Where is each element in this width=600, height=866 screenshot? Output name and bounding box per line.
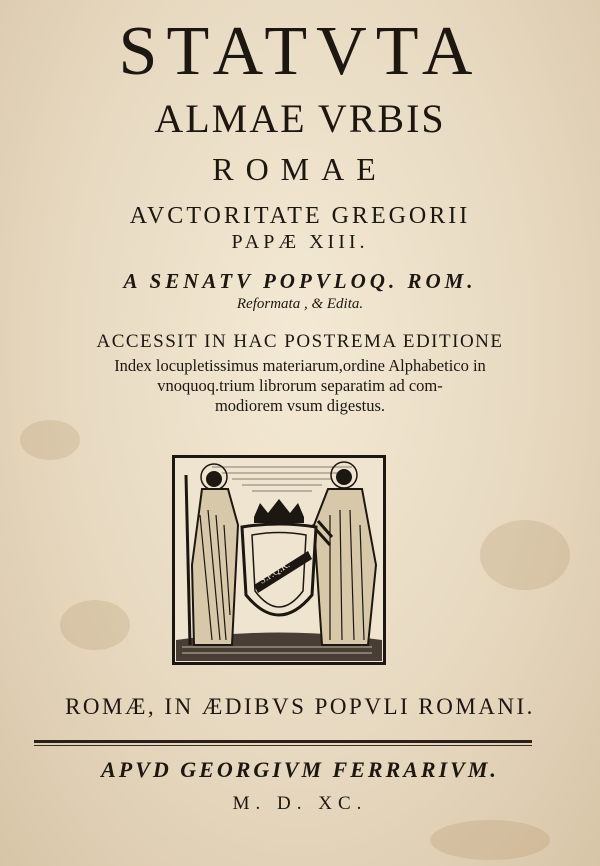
title-almae-urbis: ALMAE VRBIS (154, 96, 446, 141)
title-romae: ROMAE (212, 151, 388, 187)
woodcut-illustration (172, 455, 386, 665)
subtitle-senatu: A SENATV POPVLOQ. ROM. (123, 269, 477, 293)
divider-rule-thin (34, 745, 532, 746)
accessit-heading: ACCESSIT IN HAC POSTREMA EDITIONE (96, 331, 504, 352)
foxing-stain (60, 600, 130, 650)
subtitle-auctoritate: AVCTORITATE GREGORII (129, 203, 471, 229)
title-statuta: STATVTA (118, 13, 482, 90)
imprint-line: ROMÆ, IN ÆDIBVS POPVLI ROMANI. (65, 694, 535, 719)
index-description-line2: vnoquoq.trium librorum separatim ad com- (157, 376, 443, 395)
divider-rule (34, 740, 532, 743)
printer-line: APVD GEORGIVM FERRARIVM. (101, 757, 499, 782)
index-description-line3: modiorem vsum digestus. (214, 396, 386, 415)
publication-year: M. D. XC. (232, 793, 368, 814)
subtitle-papae: PAPÆ XIII. (231, 231, 369, 253)
subtitle-reformata: Reformata , & Edita. (236, 296, 364, 312)
foxing-stain (20, 420, 80, 460)
shield-text: S.P.Q.R. (257, 559, 292, 587)
foxing-stain (480, 520, 570, 590)
index-description-line1: Index locupletissimus materiarum,ordine Alphabetico in (114, 356, 486, 375)
foxing-stain (430, 820, 550, 860)
